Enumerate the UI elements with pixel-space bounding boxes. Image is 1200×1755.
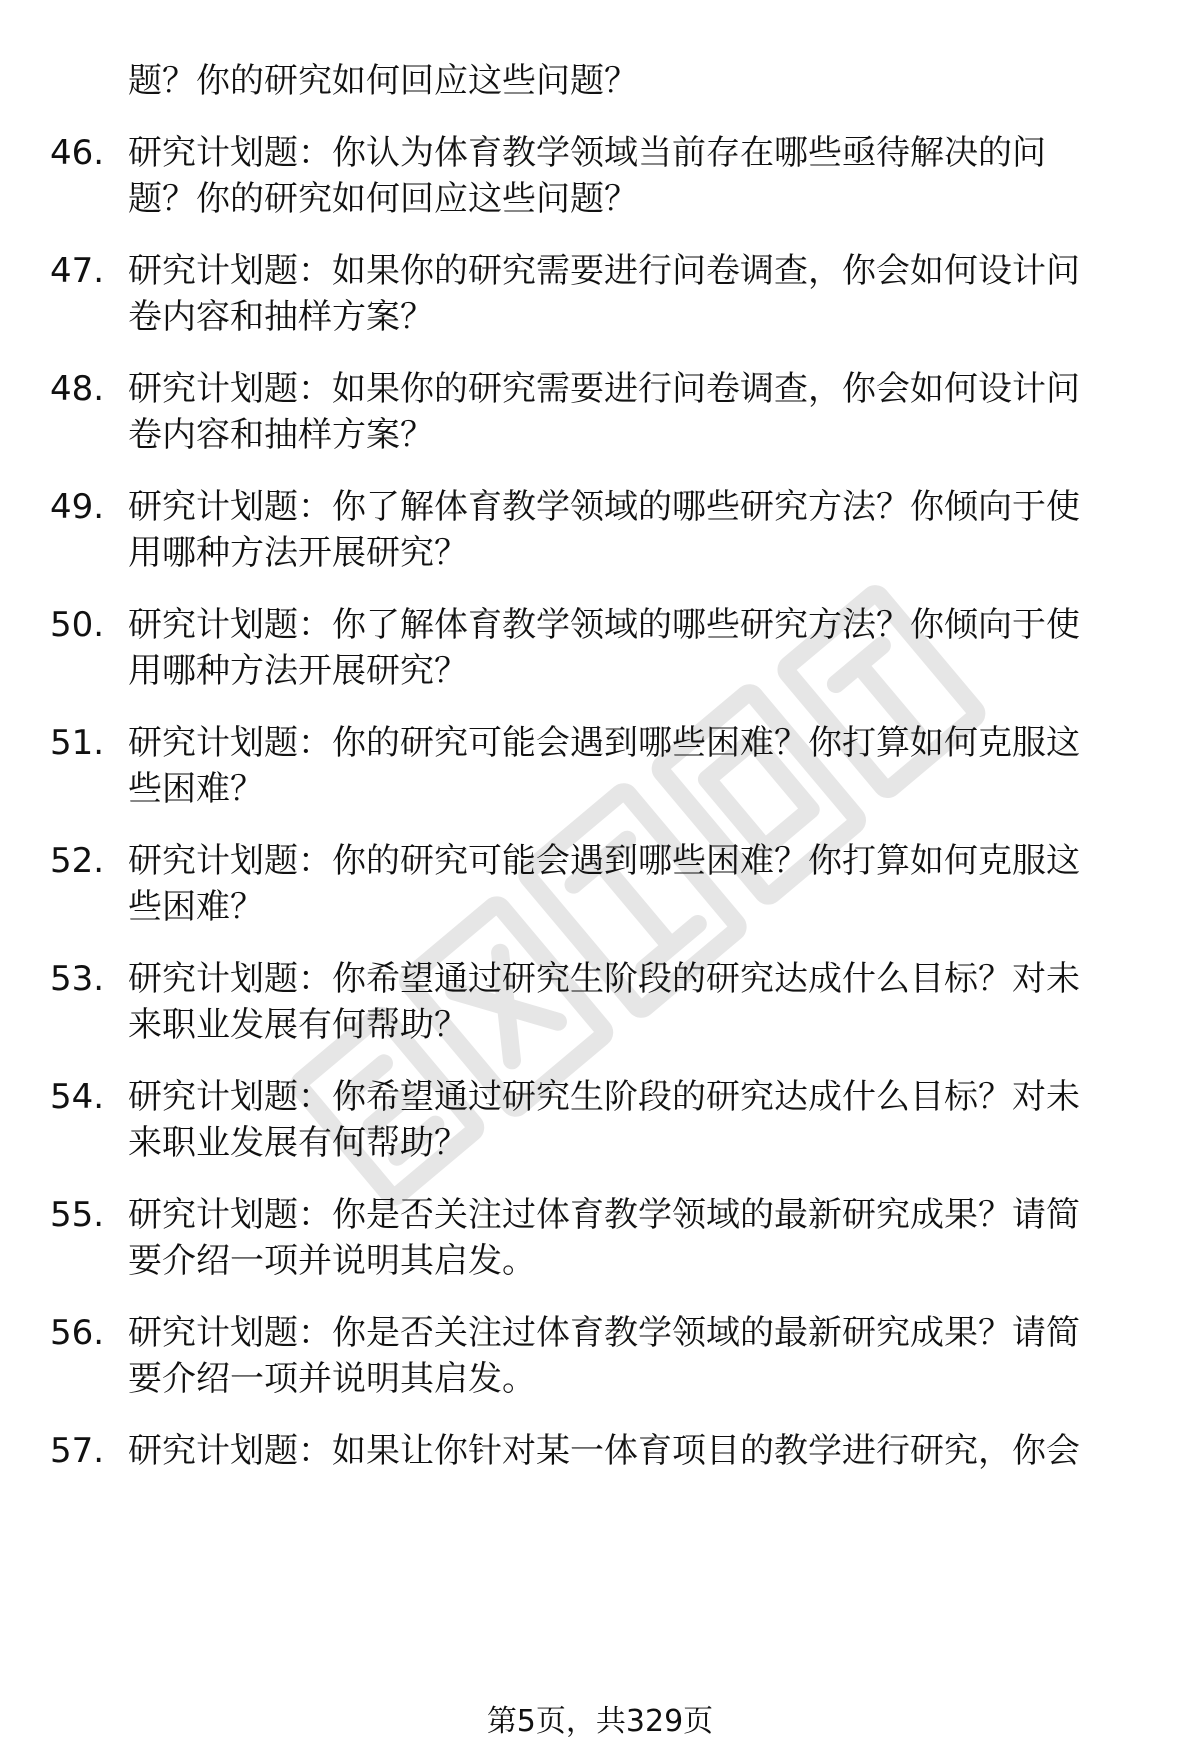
question-number: 54. bbox=[50, 1077, 105, 1117]
question-text-line2: 用哪种方法开展研究？ bbox=[128, 533, 468, 573]
question-text-line2: 来职业发展有何帮助？ bbox=[128, 1005, 468, 1045]
question-text-line2: 卷内容和抽样方案？ bbox=[128, 415, 434, 455]
question-text-line2: 要介绍一项并说明其启发。 bbox=[128, 1359, 536, 1399]
question-text-line2: 要介绍一项并说明其启发。 bbox=[128, 1241, 536, 1281]
question-number: 55. bbox=[50, 1195, 105, 1235]
question-text-line1: 研究计划题：你希望通过研究生阶段的研究达成什么目标？对未 bbox=[128, 959, 1080, 999]
question-text-line1: 研究计划题：你的研究可能会遇到哪些困难？你打算如何克服这 bbox=[128, 723, 1080, 763]
question-number: 49. bbox=[50, 487, 105, 527]
question-text-line1: 研究计划题：你希望通过研究生阶段的研究达成什么目标？对未 bbox=[128, 1077, 1080, 1117]
question-text-line2: 些困难？ bbox=[128, 769, 264, 809]
question-number: 51. bbox=[50, 723, 105, 763]
question-number: 52. bbox=[50, 841, 105, 881]
question-number: 56. bbox=[50, 1313, 105, 1353]
question-text-line1: 研究计划题：如果你的研究需要进行问卷调查，你会如何设计问 bbox=[128, 369, 1080, 409]
question-text-line1: 研究计划题：你的研究可能会遇到哪些困难？你打算如何克服这 bbox=[128, 841, 1080, 881]
question-text-line2: 卷内容和抽样方案？ bbox=[128, 297, 434, 337]
question-text-line1: 研究计划题：如果你的研究需要进行问卷调查，你会如何设计问 bbox=[128, 251, 1080, 291]
question-number: 50. bbox=[50, 605, 105, 645]
question-number: 53. bbox=[50, 959, 105, 999]
question-text-line1: 研究计划题：你认为体育教学领域当前存在哪些亟待解决的问 bbox=[128, 133, 1046, 173]
question-number: 46. bbox=[50, 133, 105, 173]
question-number: 48. bbox=[50, 369, 105, 409]
question-text-line1: 研究计划题：你了解体育教学领域的哪些研究方法？你倾向于使 bbox=[128, 605, 1080, 645]
question-text-line1: 研究计划题：你了解体育教学领域的哪些研究方法？你倾向于使 bbox=[128, 487, 1080, 527]
question-text-line2: 些困难？ bbox=[128, 887, 264, 927]
continuation-line: 题？你的研究如何回应这些问题？ bbox=[128, 61, 638, 101]
question-text-line2: 用哪种方法开展研究？ bbox=[128, 651, 468, 691]
question-number: 57. bbox=[50, 1431, 105, 1471]
question-number: 47. bbox=[50, 251, 105, 291]
question-text-line1: 研究计划题：你是否关注过体育教学领域的最新研究成果？请简 bbox=[128, 1313, 1080, 1353]
question-text-line2: 题？你的研究如何回应这些问题？ bbox=[128, 179, 638, 219]
question-text-line1: 研究计划题：你是否关注过体育教学领域的最新研究成果？请简 bbox=[128, 1195, 1080, 1235]
page-footer: 第5页，共329页 bbox=[486, 1704, 714, 1739]
question-text-line1: 研究计划题：如果让你针对某一体育项目的教学进行研究，你会 bbox=[128, 1431, 1080, 1471]
question-text-line2: 来职业发展有何帮助？ bbox=[128, 1123, 468, 1163]
